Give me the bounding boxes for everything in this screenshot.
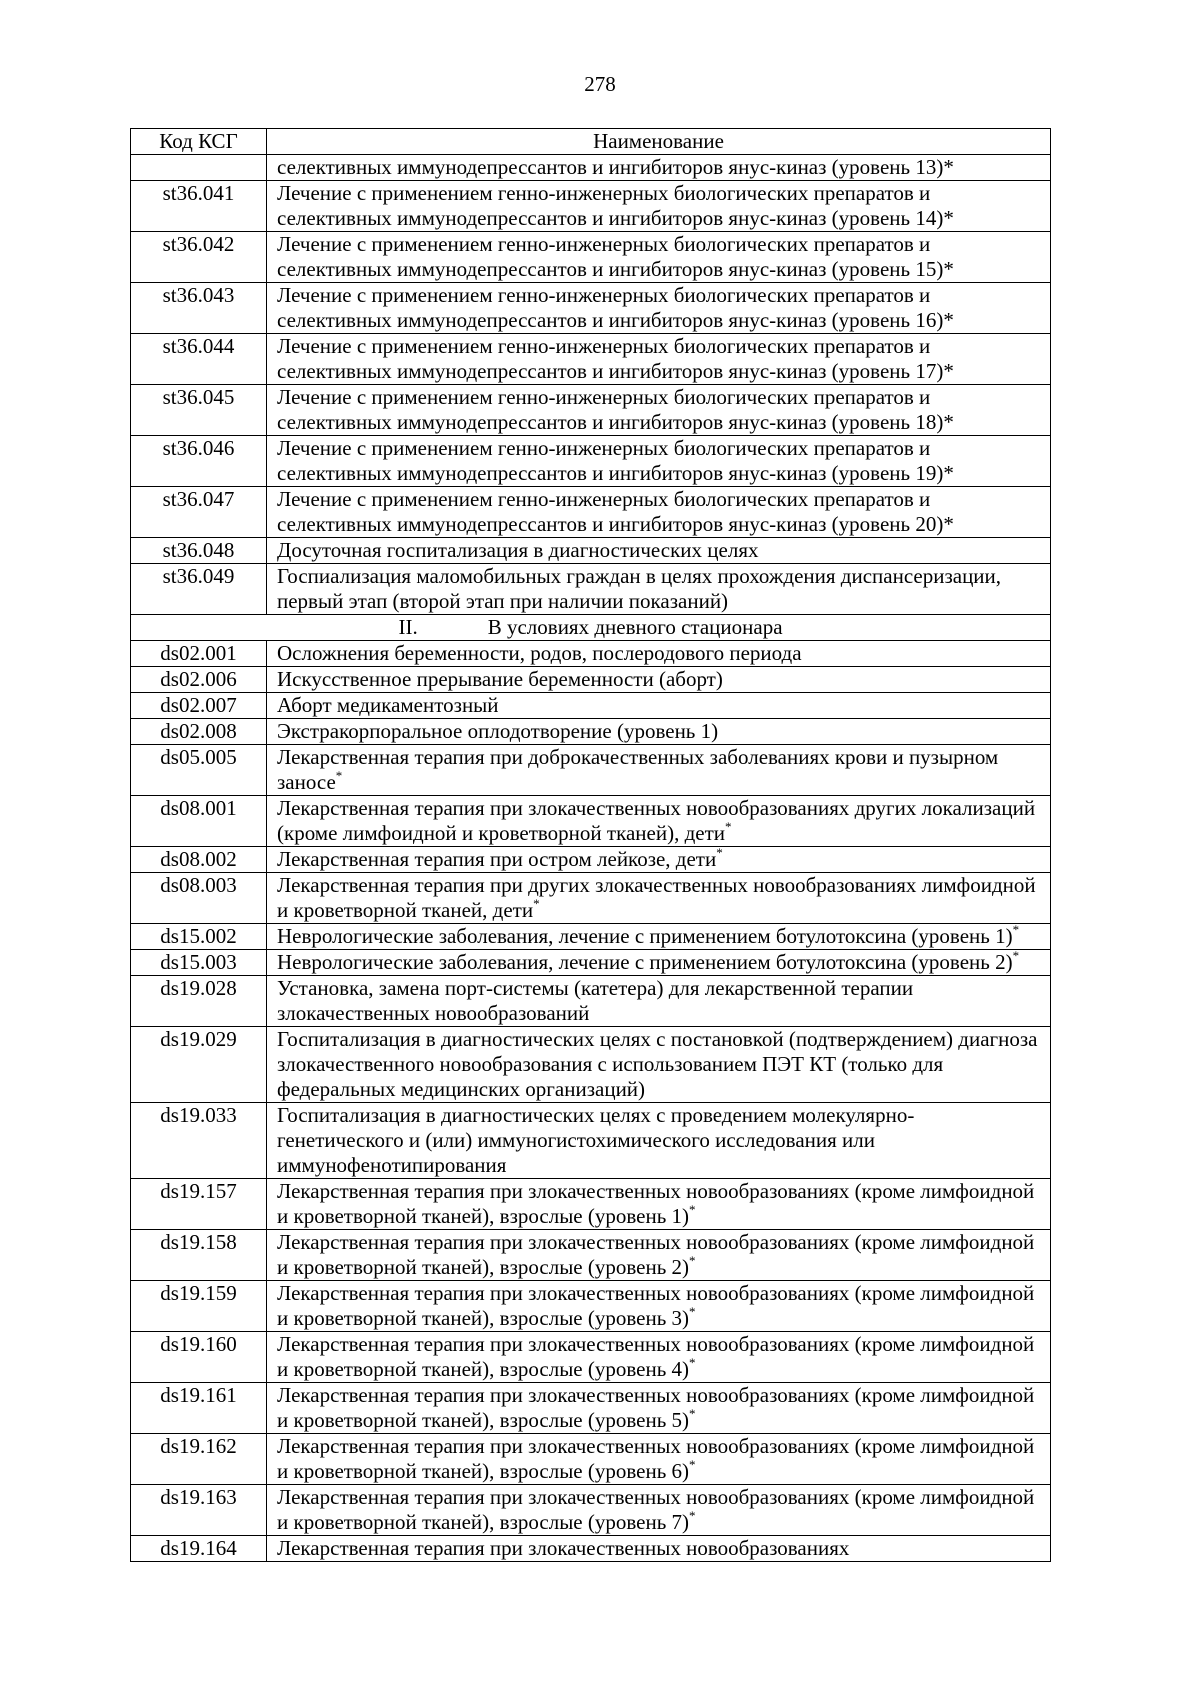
ksg-name-cell xyxy=(267,1383,1051,1434)
ksg-code-cell: ds19.159 xyxy=(131,1281,267,1332)
table-row xyxy=(131,924,1051,950)
ksg-code-cell: ds19.028 xyxy=(131,976,267,1027)
ksg-name-cell xyxy=(267,1485,1051,1536)
footnote-marker: * xyxy=(689,1406,696,1421)
ksg-name-cell xyxy=(267,667,1051,693)
ksg-code-cell: ds19.162 xyxy=(131,1434,267,1485)
footnote-marker: * xyxy=(689,1355,696,1370)
table-row xyxy=(131,1027,1051,1103)
ksg-code-cell: ds02.006 xyxy=(131,667,267,693)
ksg-code-cell: ds19.158 xyxy=(131,1230,267,1281)
section-number: II. xyxy=(398,615,418,639)
ksg-code-cell: ds19.164 xyxy=(131,1536,267,1562)
ksg-name-text: Лекарственная терапия при злокачественных новообразованиях (кроме лимфоидной и кроветворной тканей), взрослые (уровень 2) xyxy=(277,1230,1035,1279)
ksg-name-text: Лекарственная терапия при злокачественных новообразованиях (кроме лимфоидной и кроветворной тканей), взрослые (уровень 7) xyxy=(277,1485,1035,1534)
table-row xyxy=(131,1332,1051,1383)
section-cell xyxy=(131,615,1051,641)
ksg-name-text: Лечение с применением генно-инженерных биологических препаратов и селективных иммунодепрессантов и ингибиторов янус-киназ (уровень 19)* xyxy=(277,436,954,485)
table-row xyxy=(131,1230,1051,1281)
ksg-code-cell: ds02.007 xyxy=(131,693,267,719)
ksg-name-cell xyxy=(267,641,1051,667)
table-row xyxy=(131,436,1051,487)
table-row xyxy=(131,873,1051,924)
ksg-code-cell: ds08.001 xyxy=(131,796,267,847)
section-row xyxy=(131,615,1051,641)
ksg-name-cell xyxy=(267,538,1051,564)
ksg-name-cell xyxy=(267,924,1051,950)
table-row xyxy=(131,1485,1051,1536)
footnote-marker: * xyxy=(716,845,723,860)
ksg-code-cell: ds05.005 xyxy=(131,745,267,796)
table-row xyxy=(131,232,1051,283)
ksg-name-cell xyxy=(267,232,1051,283)
page-number: 278 xyxy=(584,72,616,96)
footnote-marker: * xyxy=(689,1202,696,1217)
ksg-code-cell: st36.046 xyxy=(131,436,267,487)
ksg-code-cell: st36.048 xyxy=(131,538,267,564)
ksg-name-text: Лекарственная терапия при злокачественных новообразованиях (кроме лимфоидной и кроветворной тканей), взрослые (уровень 5) xyxy=(277,1383,1035,1432)
ksg-name-text: Лечение с применением генно-инженерных биологических препаратов и селективных иммунодепрессантов и ингибиторов янус-киназ (уровень 15)* xyxy=(277,232,954,281)
ksg-name-cell xyxy=(267,487,1051,538)
ksg-name-text: Лекарственная терапия при других злокачественных новообразованиях лимфоидной и кроветворной тканей, дети xyxy=(277,873,1036,922)
ksg-code-cell: ds19.160 xyxy=(131,1332,267,1383)
table-row xyxy=(131,1179,1051,1230)
ksg-name-cell xyxy=(267,1027,1051,1103)
ksg-code-cell: ds08.003 xyxy=(131,873,267,924)
ksg-name-text: Осложнения беременности, родов, послеродового периода xyxy=(277,641,802,665)
ksg-name-cell xyxy=(267,283,1051,334)
ksg-name-text: Лекарственная терапия при злокачественных новообразованиях (кроме лимфоидной и кроветворной тканей), взрослые (уровень 3) xyxy=(277,1281,1035,1330)
table-row xyxy=(131,796,1051,847)
ksg-name-text: Лекарственная терапия при злокачественных новообразованиях (кроме лимфоидной и кроветворной тканей), взрослые (уровень 6) xyxy=(277,1434,1035,1483)
ksg-name-cell xyxy=(267,334,1051,385)
ksg-name-text: Лекарственная терапия при остром лейкозе, дети xyxy=(277,847,717,871)
ksg-code-cell: ds19.157 xyxy=(131,1179,267,1230)
ksg-name-cell xyxy=(267,564,1051,615)
ksg-name-cell xyxy=(267,693,1051,719)
ksg-name-text: Неврологические заболевания, лечение с применением ботулотоксина (уровень 1) xyxy=(277,924,1013,948)
table-row xyxy=(131,283,1051,334)
table-body-bottom xyxy=(131,641,1051,1562)
ksg-code-cell: ds08.002 xyxy=(131,847,267,873)
table-row xyxy=(131,667,1051,693)
ksg-name-cell xyxy=(267,181,1051,232)
ksg-name-cell xyxy=(267,1332,1051,1383)
ksg-name-cell xyxy=(267,436,1051,487)
table-row xyxy=(131,155,1051,181)
ksg-code-cell xyxy=(131,155,267,181)
ksg-name-cell xyxy=(267,950,1051,976)
ksg-table xyxy=(130,128,1051,1562)
table-row xyxy=(131,1281,1051,1332)
ksg-name-cell xyxy=(267,1179,1051,1230)
ksg-code-cell: st36.041 xyxy=(131,181,267,232)
ksg-name-cell xyxy=(267,1434,1051,1485)
footnote-marker: * xyxy=(1012,948,1020,963)
ksg-name-cell xyxy=(267,1536,1051,1562)
ksg-name-text: Экстракорпоральное оплодотворение (уровень 1) xyxy=(277,719,719,743)
table-header xyxy=(131,129,1051,155)
table-body-top xyxy=(131,155,1051,615)
ksg-name-cell xyxy=(267,873,1051,924)
ksg-code-cell: st36.049 xyxy=(131,564,267,615)
ksg-name-text: Лечение с применением генно-инженерных биологических препаратов и селективных иммунодепрессантов и ингибиторов янус-киназ (уровень 20)* xyxy=(277,487,954,536)
ksg-code-cell: ds02.001 xyxy=(131,641,267,667)
ksg-code-cell: st36.043 xyxy=(131,283,267,334)
table-row xyxy=(131,976,1051,1027)
ksg-name-text: Лекарственная терапия при злокачественных новообразованиях xyxy=(277,1536,850,1560)
ksg-name-text: Лекарственная терапия при злокачественных новообразованиях (кроме лимфоидной и кроветворной тканей), взрослые (уровень 4) xyxy=(277,1332,1035,1381)
ksg-code-cell: st36.047 xyxy=(131,487,267,538)
ksg-name-text: Неврологические заболевания, лечение с применением ботулотоксина (уровень 2) xyxy=(277,950,1013,974)
ksg-code-cell: ds15.003 xyxy=(131,950,267,976)
ksg-code-cell: ds19.161 xyxy=(131,1383,267,1434)
footnote-marker: * xyxy=(335,768,343,783)
ksg-name-cell xyxy=(267,1230,1051,1281)
ksg-name-cell xyxy=(267,385,1051,436)
ksg-code-cell: ds19.163 xyxy=(131,1485,267,1536)
ksg-code-cell: st36.044 xyxy=(131,334,267,385)
ksg-name-text: Лечение с применением генно-инженерных биологических препаратов и селективных иммунодепрессантов и ингибиторов янус-киназ (уровень 16)* xyxy=(277,283,954,332)
ksg-name-text: Госпитализация в диагностических целях с проведением молекулярно-генетического и (или) иммуногистохимического исследования или иммунофенотипирования xyxy=(277,1103,915,1177)
footnote-marker: * xyxy=(533,896,540,911)
table-row xyxy=(131,950,1051,976)
ksg-name-cell xyxy=(267,155,1051,181)
ksg-name-cell xyxy=(267,719,1051,745)
table-row xyxy=(131,693,1051,719)
ksg-name-text: Лечение с применением генно-инженерных биологических препаратов и селективных иммунодепрессантов и ингибиторов янус-киназ (уровень 17)* xyxy=(277,334,954,383)
table-row xyxy=(131,385,1051,436)
table-row xyxy=(131,487,1051,538)
ksg-code-cell: ds19.033 xyxy=(131,1103,267,1179)
ksg-code-cell: st36.045 xyxy=(131,385,267,436)
table-row xyxy=(131,847,1051,873)
table-row xyxy=(131,719,1051,745)
ksg-name-text: Лекарственная терапия при злокачественных новообразованиях (кроме лимфоидной и кроветворной тканей), взрослые (уровень 1) xyxy=(277,1179,1035,1228)
table-row xyxy=(131,745,1051,796)
footnote-marker: * xyxy=(689,1508,696,1523)
footnote-marker: * xyxy=(1012,922,1020,937)
footnote-marker: * xyxy=(689,1457,696,1472)
name-column-header: Наименование xyxy=(267,129,1051,155)
table-row xyxy=(131,1434,1051,1485)
header-row xyxy=(131,129,1051,155)
table-row xyxy=(131,538,1051,564)
code-column-header: Код КСГ xyxy=(131,129,267,155)
table-section xyxy=(131,615,1051,641)
ksg-name-cell xyxy=(267,847,1051,873)
table-row xyxy=(131,1536,1051,1562)
ksg-name-text: Искусственное прерывание беременности (аборт) xyxy=(277,667,723,691)
table-row xyxy=(131,334,1051,385)
ksg-name-text: селективных иммунодепрессантов и ингибиторов янус-киназ (уровень 13)* xyxy=(277,155,954,179)
ksg-name-text: Госпиализация маломобильных граждан в целях прохождения диспансеризации, первый этап (второй этап при наличии показаний) xyxy=(277,564,1002,613)
ksg-code-cell: ds15.002 xyxy=(131,924,267,950)
table-row xyxy=(131,1383,1051,1434)
ksg-name-text: Лекарственная терапия при злокачественных новообразованиях других локализаций (кроме лимфоидной и кроветворной тканей), дети xyxy=(277,796,1036,845)
table-row xyxy=(131,641,1051,667)
footnote-marker: * xyxy=(689,1253,696,1268)
ksg-name-text: Лечение с применением генно-инженерных биологических препаратов и селективных иммунодепрессантов и ингибиторов янус-киназ (уровень 18)* xyxy=(277,385,954,434)
ksg-name-text: Лекарственная терапия при доброкачественных заболеваниях крови и пузырном заносе xyxy=(277,745,999,794)
ksg-name-text: Лечение с применением генно-инженерных биологических препаратов и селективных иммунодепрессантов и ингибиторов янус-киназ (уровень 14)* xyxy=(277,181,954,230)
ksg-name-text: Аборт медикаментозный xyxy=(277,693,499,717)
ksg-name-cell xyxy=(267,745,1051,796)
ksg-code-cell: st36.042 xyxy=(131,232,267,283)
ksg-name-text: Досуточная госпитализация в диагностических целях xyxy=(277,538,759,562)
ksg-code-cell: ds19.029 xyxy=(131,1027,267,1103)
footnote-marker: * xyxy=(725,819,732,834)
ksg-name-cell xyxy=(267,1103,1051,1179)
ksg-name-text: Госпитализация в диагностических целях с постановкой (подтверждением) диагноза злокачественного новообразования с использованием ПЭТ КТ (только для федеральных медицинских организаций) xyxy=(277,1027,1038,1101)
section-title: В условиях дневного стационара xyxy=(487,615,783,639)
table-row xyxy=(131,181,1051,232)
table-row xyxy=(131,1103,1051,1179)
footnote-marker: * xyxy=(689,1304,696,1319)
ksg-name-cell xyxy=(267,796,1051,847)
ksg-name-text: Установка, замена порт-системы (катетера) для лекарственной терапии злокачественных новообразований xyxy=(277,976,914,1025)
ksg-code-cell: ds02.008 xyxy=(131,719,267,745)
table-row xyxy=(131,564,1051,615)
ksg-name-cell xyxy=(267,976,1051,1027)
ksg-name-cell xyxy=(267,1281,1051,1332)
